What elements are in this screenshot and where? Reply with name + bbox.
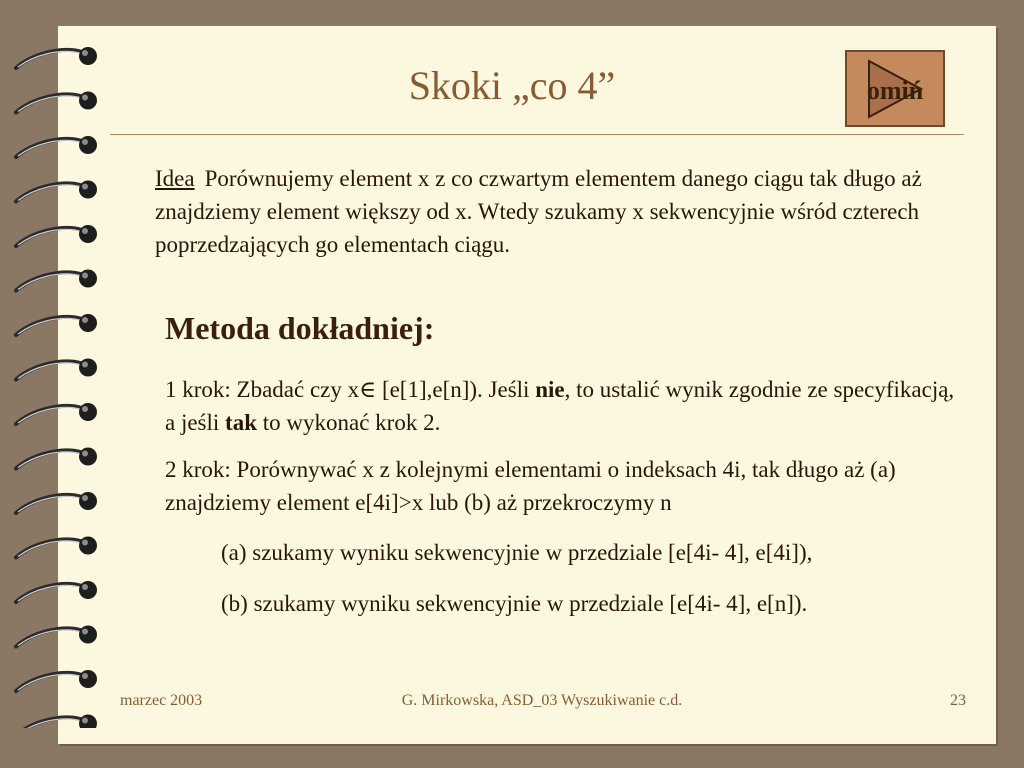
case-b-line: (b) szukamy wyniku sekwencyjnie w przedziale [e[4i- 4], e[n]).	[221, 591, 808, 616]
step-1-text-b: [e[1],e[n]). Jeśli	[376, 377, 536, 402]
spiral-ring	[16, 181, 97, 202]
spiral-ring	[16, 581, 97, 602]
step-2-paragraph: 2 krok: Porównywać x z kolejnymi elementami o indeksach 4i, tak długo aż (a) znajdziemy element e[4i]>x lub (b) aż przekroczymy n	[165, 457, 896, 515]
step-1-paragraph	[165, 373, 965, 439]
idea-paragraph	[155, 162, 965, 261]
spiral-binding	[12, 38, 108, 728]
spiral-ring	[16, 492, 97, 513]
element-of-symbol: ∈	[359, 377, 377, 402]
idea-keyword: Idea	[155, 166, 195, 191]
step-1-bold-tak: tak	[225, 410, 257, 435]
spiral-ring	[16, 314, 97, 335]
title-divider	[110, 134, 964, 135]
step-1-bold-nie: nie	[535, 377, 565, 402]
spiral-ring	[16, 670, 97, 691]
spiral-ring	[16, 403, 97, 424]
slide-title: Skoki „co 4”	[408, 63, 616, 108]
method-heading: Metoda dokładniej:	[165, 310, 435, 346]
case-a-line: (a) szukamy wyniku sekwencyjnie w przedziale [e[4i- 4], e[4i]),	[221, 540, 813, 565]
footer-page-number: 23	[950, 692, 966, 709]
spiral-ring	[16, 225, 97, 246]
footer-center: G. Mirkowska, ASD_03 Wyszukiwanie c.d.	[401, 692, 683, 709]
spiral-ring	[16, 537, 97, 558]
spiral-ring	[16, 626, 97, 647]
idea-text: Porównujemy element x z co czwartym elementem danego ciągu tak długo aż znajdziemy element większy od x. Wtedy szukamy x sekwencyjnie wśród czterech poprzedzających go elementach ciągu.	[155, 166, 922, 257]
spiral-ring	[16, 270, 97, 291]
spiral-ring	[16, 715, 97, 729]
step-1-text-d: to wykonać krok 2.	[257, 410, 441, 435]
skip-button-label: omiń	[866, 76, 924, 105]
step-1-text-a: 1 krok: Zbadać czy x	[165, 377, 360, 402]
footer-date: marzec 2003	[120, 692, 203, 709]
spiral-ring	[16, 359, 97, 380]
spiral-ring	[16, 448, 97, 469]
spiral-ring	[16, 136, 97, 157]
step-1-text-c: , to ustalić wynik zgodnie ze specyfikacją, a jeśli	[165, 377, 955, 435]
skip-button[interactable]	[845, 50, 945, 127]
